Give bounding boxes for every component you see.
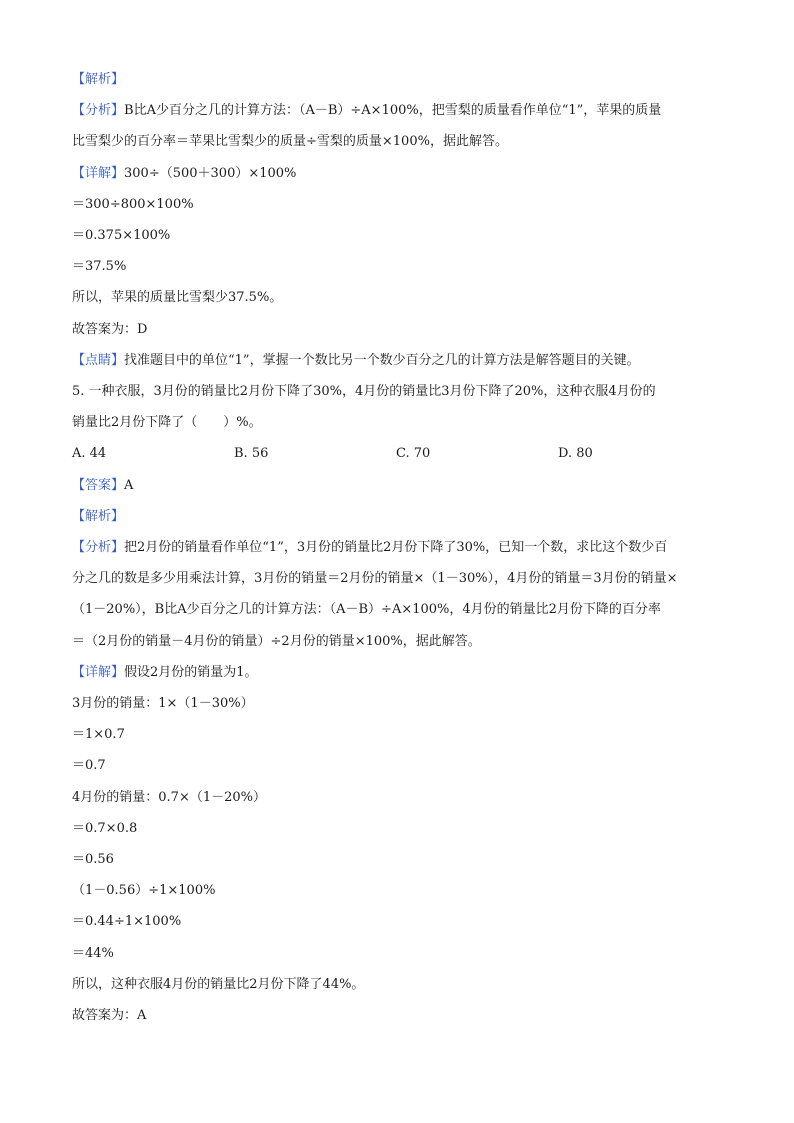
q4-conclusion: 所以，苹果的质量比雪梨少37.5%。 <box>72 290 283 306</box>
q5-option-d: D. 80 <box>558 446 593 462</box>
q4-dianjing-text: 找准题目中的单位“1”，掌握一个数比另一个数少百分之几的计算方法是解答题目的关键。 <box>124 352 640 368</box>
q5-stem-line-1: 5. 一种衣服，3月份的销量比2月份下降了30%，4月份的销量比3月份下降了20%，这种衣服4月份的 <box>72 384 656 400</box>
q5-option-b: B. 56 <box>234 446 269 462</box>
analysis-header-q4 <box>72 64 732 95</box>
q4-detail-line <box>72 158 732 189</box>
q5-option-c: C. 70 <box>396 446 431 462</box>
q4-step-3: ＝37.5% <box>72 259 127 275</box>
q4-fenxi-line-2: 比雪梨少的百分率＝苹果比雪梨少的质量÷雪梨的质量×100%，据此解答。 <box>72 134 508 150</box>
fenxi-tag: 【分析】 <box>72 540 125 556</box>
q5-line-5: ＝0.7×0.8 <box>72 820 138 836</box>
q4-step-2: ＝0.375×100% <box>72 228 171 244</box>
dianjing-tag: 【点睛】 <box>72 352 125 368</box>
q4-final-answer: 故答案为：D <box>72 321 148 337</box>
analysis-header-q5 <box>72 501 732 532</box>
q4-detail-first: 300÷（500＋300）×100% <box>124 165 297 181</box>
q5-line-11: 故答案为：A <box>72 1008 147 1024</box>
q5-fenxi-text-1: 把2月份的销量看作单位“1”，3月份的销量比2月份下降了30%，已知一个数，求比这个数少百 <box>124 540 668 556</box>
q5-line-10: 所以，这种衣服4月份的销量比2月份下降了44%。 <box>72 976 365 992</box>
q5-fenxi-line-2: 分之几的数是多少用乘法计算，3月份的销量＝2月份的销量×（1－30%），4月份的销量＝3月份的销量× <box>72 571 678 587</box>
q4-fenxi-text-1: B比A少百分之几的计算方法：（A－B）÷A×100%，把雪梨的质量看作单位“1”，苹果的质量 <box>124 103 662 119</box>
q5-detail-line <box>72 657 732 688</box>
q4-fenxi-line-1 <box>72 95 732 126</box>
q5-line-9: ＝44% <box>72 945 114 961</box>
q4-step-1: ＝300÷800×100% <box>72 196 194 212</box>
q5-line-7: （1－0.56）÷1×100% <box>72 883 216 899</box>
answer-tag: 【答案】 <box>72 477 125 493</box>
q5-answer-line <box>72 470 732 501</box>
q5-fenxi-line-1 <box>72 532 732 563</box>
fenxi-tag: 【分析】 <box>72 103 125 119</box>
q5-line-2: ＝1×0.7 <box>72 727 125 743</box>
q5-options <box>72 438 732 469</box>
q5-fenxi-line-3: （1－20%），B比A少百分之几的计算方法：（A－B）÷A×100%，4月份的销量比2月份下降的百分率 <box>72 602 661 618</box>
xiangjie-tag: 【详解】 <box>72 165 125 181</box>
document-page <box>72 64 732 1031</box>
q5-stem-line-2: 销量比2月份下降了（ ）%。 <box>72 415 262 431</box>
q5-line-4: 4月份的销量：0.7×（1－20%） <box>72 789 267 805</box>
analysis-tag: 【解析】 <box>72 72 125 87</box>
analysis-tag: 【解析】 <box>72 508 125 524</box>
q5-fenxi-line-4: ＝（2月份的销量－4月份的销量）÷2月份的销量×100%，据此解答。 <box>72 633 481 649</box>
q5-line-8: ＝0.44÷1×100% <box>72 914 182 930</box>
xiangjie-tag: 【详解】 <box>72 664 125 680</box>
q5-line-6: ＝0.56 <box>72 852 114 868</box>
q5-line-3: ＝0.7 <box>72 758 106 774</box>
q5-answer-value: A <box>124 477 134 493</box>
q4-dianjing-line <box>72 345 732 376</box>
q5-option-a: A. 44 <box>72 446 107 462</box>
q5-line-1: 3月份的销量：1×（1－30%） <box>72 696 254 712</box>
q5-detail-first: 假设2月份的销量为1。 <box>124 664 258 680</box>
